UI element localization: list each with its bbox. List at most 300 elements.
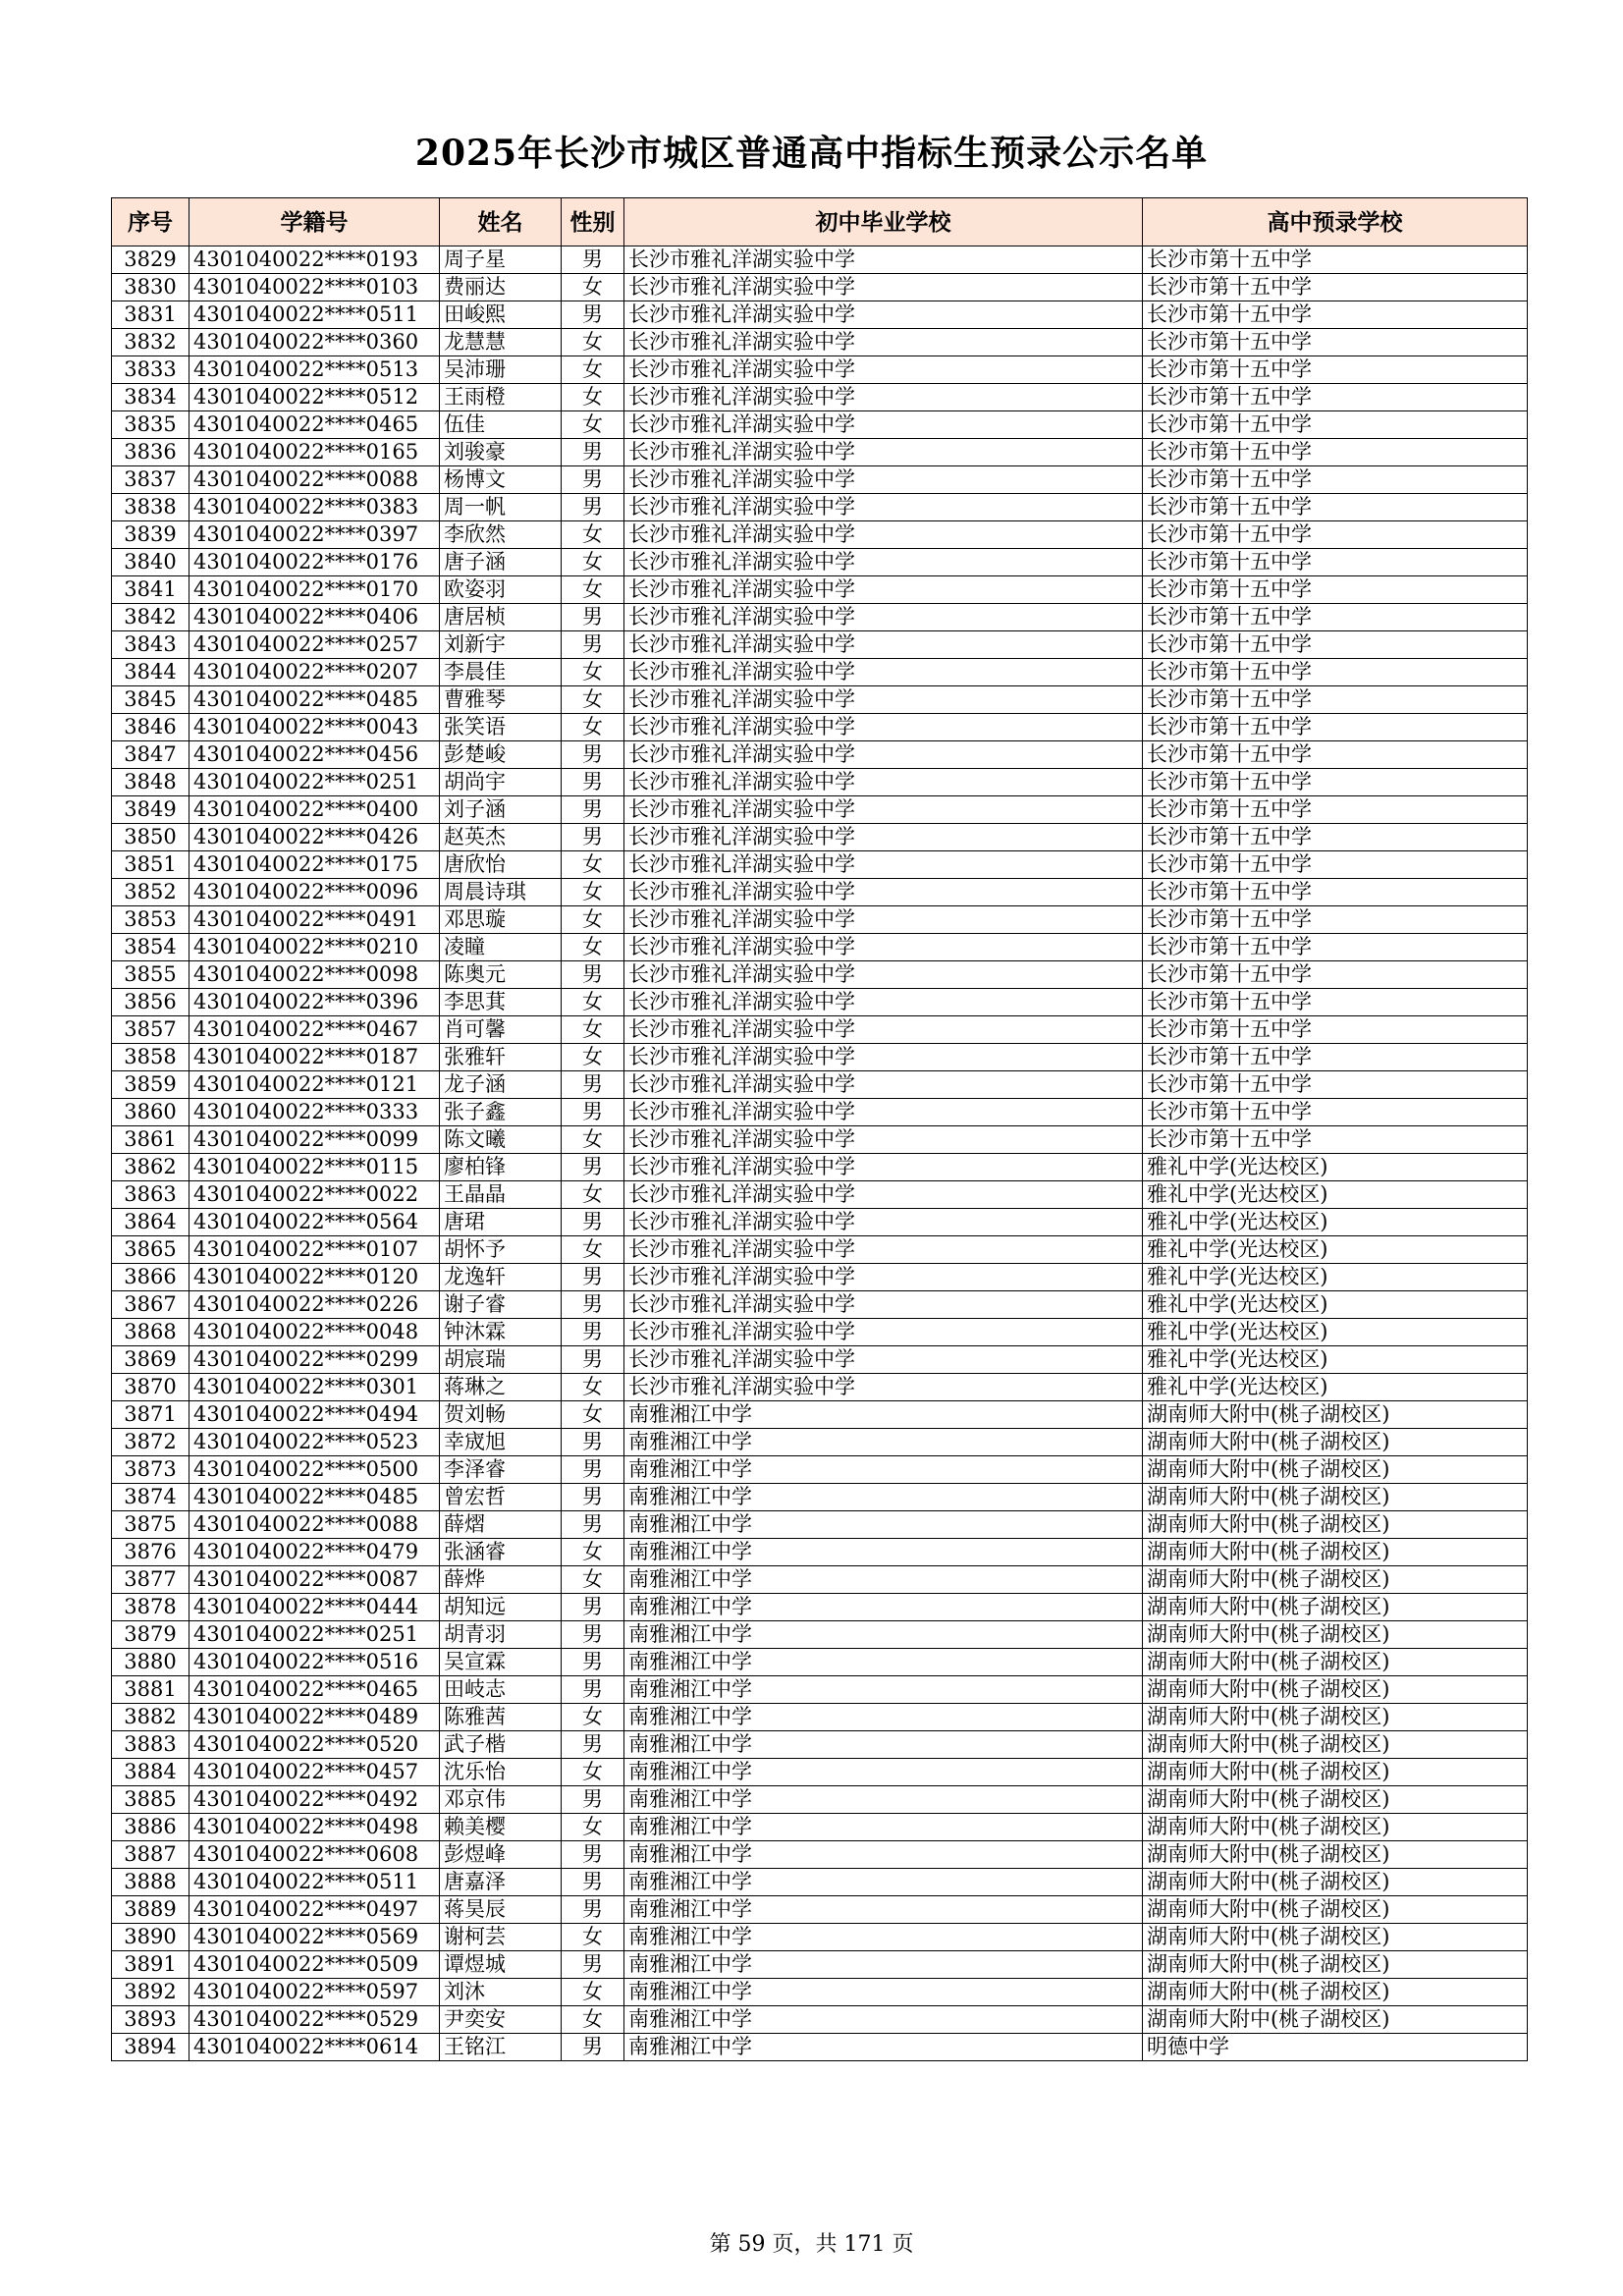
table-row bbox=[112, 1814, 1528, 1841]
cell-student-id: 4301040022****0022 bbox=[189, 1181, 440, 1209]
cell-junior-school: 长沙市雅礼洋湖实验中学 bbox=[624, 741, 1143, 769]
cell-seq: 3871 bbox=[112, 1401, 189, 1429]
cell-student-id: 4301040022****0396 bbox=[189, 989, 440, 1016]
column-header-name: 姓名 bbox=[440, 198, 562, 246]
table-row bbox=[112, 851, 1528, 879]
cell-seq: 3887 bbox=[112, 1841, 189, 1869]
column-header-student-id: 学籍号 bbox=[189, 198, 440, 246]
cell-seq: 3833 bbox=[112, 356, 189, 384]
cell-student-id: 4301040022****0226 bbox=[189, 1291, 440, 1319]
table-row bbox=[112, 384, 1528, 411]
cell-junior-school: 南雅湘江中学 bbox=[624, 1676, 1143, 1704]
cell-junior-school: 长沙市雅礼洋湖实验中学 bbox=[624, 466, 1143, 494]
table-row bbox=[112, 1786, 1528, 1814]
cell-seq: 3853 bbox=[112, 906, 189, 934]
cell-seq: 3832 bbox=[112, 329, 189, 356]
cell-seq: 3842 bbox=[112, 604, 189, 631]
cell-senior-school: 长沙市第十五中学 bbox=[1143, 1099, 1528, 1126]
table-row bbox=[112, 274, 1528, 301]
cell-senior-school: 雅礼中学(光达校区) bbox=[1143, 1291, 1528, 1319]
cell-student-id: 4301040022****0426 bbox=[189, 824, 440, 851]
cell-name: 周子星 bbox=[440, 246, 562, 274]
cell-gender: 男 bbox=[562, 1621, 624, 1649]
table-row bbox=[112, 1181, 1528, 1209]
cell-seq: 3874 bbox=[112, 1484, 189, 1511]
cell-seq: 3834 bbox=[112, 384, 189, 411]
table-row bbox=[112, 1429, 1528, 1456]
cell-junior-school: 长沙市雅礼洋湖实验中学 bbox=[624, 879, 1143, 906]
cell-junior-school: 长沙市雅礼洋湖实验中学 bbox=[624, 1071, 1143, 1099]
cell-junior-school: 长沙市雅礼洋湖实验中学 bbox=[624, 686, 1143, 714]
cell-seq: 3847 bbox=[112, 741, 189, 769]
cell-junior-school: 长沙市雅礼洋湖实验中学 bbox=[624, 494, 1143, 521]
cell-junior-school: 长沙市雅礼洋湖实验中学 bbox=[624, 411, 1143, 439]
cell-junior-school: 长沙市雅礼洋湖实验中学 bbox=[624, 714, 1143, 741]
cell-junior-school: 长沙市雅礼洋湖实验中学 bbox=[624, 1099, 1143, 1126]
cell-gender: 女 bbox=[562, 851, 624, 879]
cell-name: 欧姿羽 bbox=[440, 576, 562, 604]
cell-gender: 女 bbox=[562, 1126, 624, 1154]
cell-name: 吴沛珊 bbox=[440, 356, 562, 384]
cell-gender: 女 bbox=[562, 384, 624, 411]
cell-seq: 3885 bbox=[112, 1786, 189, 1814]
cell-senior-school: 雅礼中学(光达校区) bbox=[1143, 1319, 1528, 1346]
cell-senior-school: 湖南师大附中(桃子湖校区) bbox=[1143, 1951, 1528, 1979]
cell-name: 尹奕安 bbox=[440, 2006, 562, 2034]
cell-gender: 男 bbox=[562, 1154, 624, 1181]
cell-senior-school: 长沙市第十五中学 bbox=[1143, 741, 1528, 769]
cell-seq: 3836 bbox=[112, 439, 189, 466]
cell-senior-school: 长沙市第十五中学 bbox=[1143, 1071, 1528, 1099]
cell-senior-school: 长沙市第十五中学 bbox=[1143, 879, 1528, 906]
cell-senior-school: 湖南师大附中(桃子湖校区) bbox=[1143, 1979, 1528, 2006]
cell-name: 伍佳 bbox=[440, 411, 562, 439]
cell-gender: 男 bbox=[562, 1594, 624, 1621]
table-row bbox=[112, 1896, 1528, 1924]
cell-gender: 男 bbox=[562, 494, 624, 521]
table-row bbox=[112, 1071, 1528, 1099]
cell-name: 赖美樱 bbox=[440, 1814, 562, 1841]
cell-name: 李晨佳 bbox=[440, 659, 562, 686]
cell-name: 胡怀予 bbox=[440, 1236, 562, 1264]
cell-gender: 女 bbox=[562, 576, 624, 604]
cell-name: 廖柏锋 bbox=[440, 1154, 562, 1181]
table-row bbox=[112, 411, 1528, 439]
cell-junior-school: 长沙市雅礼洋湖实验中学 bbox=[624, 1181, 1143, 1209]
cell-junior-school: 长沙市雅礼洋湖实验中学 bbox=[624, 576, 1143, 604]
table-row bbox=[112, 1209, 1528, 1236]
cell-name: 幸宬旭 bbox=[440, 1429, 562, 1456]
table-row bbox=[112, 1264, 1528, 1291]
cell-student-id: 4301040022****0360 bbox=[189, 329, 440, 356]
table-row bbox=[112, 521, 1528, 549]
table-row bbox=[112, 494, 1528, 521]
cell-junior-school: 长沙市雅礼洋湖实验中学 bbox=[624, 659, 1143, 686]
cell-name: 费丽达 bbox=[440, 274, 562, 301]
cell-seq: 3883 bbox=[112, 1731, 189, 1759]
cell-gender: 男 bbox=[562, 1484, 624, 1511]
table-row bbox=[112, 604, 1528, 631]
cell-seq: 3844 bbox=[112, 659, 189, 686]
cell-gender: 女 bbox=[562, 1566, 624, 1594]
cell-senior-school: 长沙市第十五中学 bbox=[1143, 301, 1528, 329]
table-row bbox=[112, 1154, 1528, 1181]
cell-student-id: 4301040022****0121 bbox=[189, 1071, 440, 1099]
cell-gender: 男 bbox=[562, 1319, 624, 1346]
cell-student-id: 4301040022****0516 bbox=[189, 1649, 440, 1676]
cell-gender: 女 bbox=[562, 1236, 624, 1264]
cell-seq: 3829 bbox=[112, 246, 189, 274]
cell-junior-school: 长沙市雅礼洋湖实验中学 bbox=[624, 1319, 1143, 1346]
cell-seq: 3870 bbox=[112, 1374, 189, 1401]
cell-senior-school: 湖南师大附中(桃子湖校区) bbox=[1143, 1594, 1528, 1621]
cell-student-id: 4301040022****0529 bbox=[189, 2006, 440, 2034]
table-row bbox=[112, 1511, 1528, 1539]
column-header-junior-school: 初中毕业学校 bbox=[624, 198, 1143, 246]
cell-student-id: 4301040022****0099 bbox=[189, 1126, 440, 1154]
cell-junior-school: 长沙市雅礼洋湖实验中学 bbox=[624, 384, 1143, 411]
cell-name: 唐居桢 bbox=[440, 604, 562, 631]
cell-gender: 男 bbox=[562, 796, 624, 824]
cell-name: 吴宣霖 bbox=[440, 1649, 562, 1676]
cell-senior-school: 长沙市第十五中学 bbox=[1143, 604, 1528, 631]
cell-student-id: 4301040022****0098 bbox=[189, 961, 440, 989]
cell-name: 邓京伟 bbox=[440, 1786, 562, 1814]
cell-student-id: 4301040022****0467 bbox=[189, 1016, 440, 1044]
cell-senior-school: 长沙市第十五中学 bbox=[1143, 851, 1528, 879]
cell-junior-school: 南雅湘江中学 bbox=[624, 1621, 1143, 1649]
column-header-gender: 性别 bbox=[562, 198, 624, 246]
cell-senior-school: 湖南师大附中(桃子湖校区) bbox=[1143, 1429, 1528, 1456]
cell-student-id: 4301040022****0193 bbox=[189, 246, 440, 274]
cell-name: 刘骏豪 bbox=[440, 439, 562, 466]
cell-name: 谢子睿 bbox=[440, 1291, 562, 1319]
cell-name: 陈文曦 bbox=[440, 1126, 562, 1154]
cell-senior-school: 长沙市第十五中学 bbox=[1143, 494, 1528, 521]
cell-junior-school: 南雅湘江中学 bbox=[624, 1456, 1143, 1484]
table-row bbox=[112, 879, 1528, 906]
cell-gender: 女 bbox=[562, 356, 624, 384]
cell-senior-school: 雅礼中学(光达校区) bbox=[1143, 1264, 1528, 1291]
cell-junior-school: 长沙市雅礼洋湖实验中学 bbox=[624, 246, 1143, 274]
cell-name: 蒋昊辰 bbox=[440, 1896, 562, 1924]
cell-student-id: 4301040022****0210 bbox=[189, 934, 440, 961]
cell-student-id: 4301040022****0511 bbox=[189, 1869, 440, 1896]
cell-junior-school: 长沙市雅礼洋湖实验中学 bbox=[624, 439, 1143, 466]
cell-student-id: 4301040022****0175 bbox=[189, 851, 440, 879]
cell-name: 谢柯芸 bbox=[440, 1924, 562, 1951]
cell-gender: 男 bbox=[562, 631, 624, 659]
cell-student-id: 4301040022****0456 bbox=[189, 741, 440, 769]
cell-senior-school: 湖南师大附中(桃子湖校区) bbox=[1143, 1759, 1528, 1786]
cell-name: 王晶晶 bbox=[440, 1181, 562, 1209]
cell-senior-school: 长沙市第十五中学 bbox=[1143, 576, 1528, 604]
cell-name: 龙子涵 bbox=[440, 1071, 562, 1099]
cell-senior-school: 长沙市第十五中学 bbox=[1143, 659, 1528, 686]
cell-student-id: 4301040022****0494 bbox=[189, 1401, 440, 1429]
cell-junior-school: 长沙市雅礼洋湖实验中学 bbox=[624, 1154, 1143, 1181]
cell-gender: 男 bbox=[562, 1456, 624, 1484]
cell-gender: 女 bbox=[562, 1016, 624, 1044]
cell-gender: 男 bbox=[562, 246, 624, 274]
cell-name: 邓思璇 bbox=[440, 906, 562, 934]
cell-senior-school: 长沙市第十五中学 bbox=[1143, 989, 1528, 1016]
cell-senior-school: 雅礼中学(光达校区) bbox=[1143, 1346, 1528, 1374]
cell-senior-school: 长沙市第十五中学 bbox=[1143, 329, 1528, 356]
cell-student-id: 4301040022****0299 bbox=[189, 1346, 440, 1374]
cell-seq: 3863 bbox=[112, 1181, 189, 1209]
cell-name: 凌瞳 bbox=[440, 934, 562, 961]
cell-name: 薛烨 bbox=[440, 1566, 562, 1594]
table-row bbox=[112, 1869, 1528, 1896]
table-row bbox=[112, 1649, 1528, 1676]
cell-student-id: 4301040022****0251 bbox=[189, 769, 440, 796]
cell-seq: 3851 bbox=[112, 851, 189, 879]
cell-name: 龙逸轩 bbox=[440, 1264, 562, 1291]
cell-seq: 3845 bbox=[112, 686, 189, 714]
cell-name: 赵英杰 bbox=[440, 824, 562, 851]
table-row bbox=[112, 1126, 1528, 1154]
cell-name: 彭煜峰 bbox=[440, 1841, 562, 1869]
cell-student-id: 4301040022****0489 bbox=[189, 1704, 440, 1731]
cell-name: 肖可馨 bbox=[440, 1016, 562, 1044]
cell-gender: 男 bbox=[562, 824, 624, 851]
table-row bbox=[112, 576, 1528, 604]
cell-junior-school: 长沙市雅礼洋湖实验中学 bbox=[624, 769, 1143, 796]
cell-junior-school: 长沙市雅礼洋湖实验中学 bbox=[624, 1209, 1143, 1236]
cell-senior-school: 雅礼中学(光达校区) bbox=[1143, 1154, 1528, 1181]
cell-junior-school: 南雅湘江中学 bbox=[624, 1841, 1143, 1869]
cell-seq: 3857 bbox=[112, 1016, 189, 1044]
cell-junior-school: 长沙市雅礼洋湖实验中学 bbox=[624, 1374, 1143, 1401]
cell-name: 张笑语 bbox=[440, 714, 562, 741]
cell-name: 沈乐怡 bbox=[440, 1759, 562, 1786]
cell-seq: 3862 bbox=[112, 1154, 189, 1181]
document-title: 2025年长沙市城区普通高中指标生预录公示名单 bbox=[414, 133, 1209, 174]
cell-senior-school: 长沙市第十五中学 bbox=[1143, 1126, 1528, 1154]
student-list-table bbox=[111, 197, 1528, 2061]
cell-gender: 女 bbox=[562, 549, 624, 576]
table-row bbox=[112, 549, 1528, 576]
table-row bbox=[112, 1566, 1528, 1594]
cell-seq: 3880 bbox=[112, 1649, 189, 1676]
cell-seq: 3886 bbox=[112, 1814, 189, 1841]
table-row bbox=[112, 686, 1528, 714]
table-row bbox=[112, 2006, 1528, 2034]
cell-junior-school: 南雅湘江中学 bbox=[624, 2034, 1143, 2061]
cell-junior-school: 南雅湘江中学 bbox=[624, 1786, 1143, 1814]
cell-student-id: 4301040022****0333 bbox=[189, 1099, 440, 1126]
cell-name: 陈雅茜 bbox=[440, 1704, 562, 1731]
table-row bbox=[112, 961, 1528, 989]
cell-gender: 女 bbox=[562, 686, 624, 714]
cell-senior-school: 湖南师大附中(桃子湖校区) bbox=[1143, 1841, 1528, 1869]
cell-student-id: 4301040022****0087 bbox=[189, 1566, 440, 1594]
cell-senior-school: 长沙市第十五中学 bbox=[1143, 466, 1528, 494]
cell-gender: 女 bbox=[562, 1539, 624, 1566]
cell-student-id: 4301040022****0096 bbox=[189, 879, 440, 906]
cell-senior-school: 湖南师大附中(桃子湖校区) bbox=[1143, 1676, 1528, 1704]
table-row bbox=[112, 1951, 1528, 1979]
cell-junior-school: 长沙市雅礼洋湖实验中学 bbox=[624, 1236, 1143, 1264]
cell-seq: 3872 bbox=[112, 1429, 189, 1456]
cell-seq: 3873 bbox=[112, 1456, 189, 1484]
cell-seq: 3888 bbox=[112, 1869, 189, 1896]
cell-student-id: 4301040022****0165 bbox=[189, 439, 440, 466]
table-row bbox=[112, 1704, 1528, 1731]
cell-gender: 女 bbox=[562, 521, 624, 549]
cell-gender: 男 bbox=[562, 1346, 624, 1374]
cell-student-id: 4301040022****0465 bbox=[189, 411, 440, 439]
cell-seq: 3839 bbox=[112, 521, 189, 549]
cell-seq: 3889 bbox=[112, 1896, 189, 1924]
cell-student-id: 4301040022****0444 bbox=[189, 1594, 440, 1621]
cell-gender: 男 bbox=[562, 1731, 624, 1759]
cell-senior-school: 长沙市第十五中学 bbox=[1143, 686, 1528, 714]
cell-student-id: 4301040022****0597 bbox=[189, 1979, 440, 2006]
cell-junior-school: 南雅湘江中学 bbox=[624, 1979, 1143, 2006]
cell-junior-school: 长沙市雅礼洋湖实验中学 bbox=[624, 631, 1143, 659]
cell-name: 唐珺 bbox=[440, 1209, 562, 1236]
cell-seq: 3864 bbox=[112, 1209, 189, 1236]
cell-name: 贺刘畅 bbox=[440, 1401, 562, 1429]
cell-name: 谭煜城 bbox=[440, 1951, 562, 1979]
cell-gender: 男 bbox=[562, 604, 624, 631]
table-row bbox=[112, 631, 1528, 659]
cell-seq: 3869 bbox=[112, 1346, 189, 1374]
cell-gender: 女 bbox=[562, 1759, 624, 1786]
cell-junior-school: 长沙市雅礼洋湖实验中学 bbox=[624, 1044, 1143, 1071]
cell-student-id: 4301040022****0500 bbox=[189, 1456, 440, 1484]
cell-name: 胡青羽 bbox=[440, 1621, 562, 1649]
table-row bbox=[112, 1099, 1528, 1126]
cell-seq: 3831 bbox=[112, 301, 189, 329]
cell-junior-school: 南雅湘江中学 bbox=[624, 1759, 1143, 1786]
table-row bbox=[112, 769, 1528, 796]
cell-senior-school: 长沙市第十五中学 bbox=[1143, 521, 1528, 549]
cell-junior-school: 南雅湘江中学 bbox=[624, 1566, 1143, 1594]
cell-junior-school: 南雅湘江中学 bbox=[624, 1704, 1143, 1731]
cell-junior-school: 长沙市雅礼洋湖实验中学 bbox=[624, 989, 1143, 1016]
cell-student-id: 4301040022****0614 bbox=[189, 2034, 440, 2061]
cell-student-id: 4301040022****0400 bbox=[189, 796, 440, 824]
cell-seq: 3835 bbox=[112, 411, 189, 439]
cell-gender: 女 bbox=[562, 274, 624, 301]
cell-seq: 3879 bbox=[112, 1621, 189, 1649]
cell-junior-school: 南雅湘江中学 bbox=[624, 1594, 1143, 1621]
cell-junior-school: 南雅湘江中学 bbox=[624, 1951, 1143, 1979]
cell-junior-school: 长沙市雅礼洋湖实验中学 bbox=[624, 1264, 1143, 1291]
cell-student-id: 4301040022****0251 bbox=[189, 1621, 440, 1649]
cell-junior-school: 南雅湘江中学 bbox=[624, 1429, 1143, 1456]
table-row bbox=[112, 1731, 1528, 1759]
cell-gender: 男 bbox=[562, 1676, 624, 1704]
cell-name: 张子鑫 bbox=[440, 1099, 562, 1126]
cell-name: 刘子涵 bbox=[440, 796, 562, 824]
cell-name: 刘新宇 bbox=[440, 631, 562, 659]
header-row bbox=[112, 198, 1528, 246]
cell-senior-school: 雅礼中学(光达校区) bbox=[1143, 1236, 1528, 1264]
cell-student-id: 4301040022****0498 bbox=[189, 1814, 440, 1841]
table-row bbox=[112, 1924, 1528, 1951]
page-number: 第 59 页，共 171 页 bbox=[709, 2232, 914, 2257]
cell-gender: 男 bbox=[562, 301, 624, 329]
column-header-senior-school: 高中预录学校 bbox=[1143, 198, 1528, 246]
cell-seq: 3858 bbox=[112, 1044, 189, 1071]
cell-student-id: 4301040022****0088 bbox=[189, 466, 440, 494]
cell-student-id: 4301040022****0512 bbox=[189, 384, 440, 411]
cell-gender: 男 bbox=[562, 1429, 624, 1456]
table-row bbox=[112, 714, 1528, 741]
table-row bbox=[112, 824, 1528, 851]
cell-student-id: 4301040022****0479 bbox=[189, 1539, 440, 1566]
cell-seq: 3830 bbox=[112, 274, 189, 301]
cell-seq: 3848 bbox=[112, 769, 189, 796]
cell-student-id: 4301040022****0187 bbox=[189, 1044, 440, 1071]
cell-senior-school: 雅礼中学(光达校区) bbox=[1143, 1209, 1528, 1236]
cell-name: 薛熠 bbox=[440, 1511, 562, 1539]
cell-senior-school: 湖南师大附中(桃子湖校区) bbox=[1143, 1401, 1528, 1429]
cell-name: 龙慧慧 bbox=[440, 329, 562, 356]
cell-student-id: 4301040022****0107 bbox=[189, 1236, 440, 1264]
table-row bbox=[112, 246, 1528, 274]
cell-gender: 女 bbox=[562, 1401, 624, 1429]
cell-senior-school: 长沙市第十五中学 bbox=[1143, 411, 1528, 439]
cell-gender: 女 bbox=[562, 2006, 624, 2034]
cell-gender: 女 bbox=[562, 934, 624, 961]
table-header bbox=[112, 198, 1528, 246]
cell-senior-school: 长沙市第十五中学 bbox=[1143, 796, 1528, 824]
cell-junior-school: 长沙市雅礼洋湖实验中学 bbox=[624, 274, 1143, 301]
cell-senior-school: 长沙市第十五中学 bbox=[1143, 906, 1528, 934]
table-row bbox=[112, 356, 1528, 384]
cell-seq: 3840 bbox=[112, 549, 189, 576]
cell-junior-school: 南雅湘江中学 bbox=[624, 2006, 1143, 2034]
cell-gender: 男 bbox=[562, 1291, 624, 1319]
cell-senior-school: 长沙市第十五中学 bbox=[1143, 384, 1528, 411]
cell-student-id: 4301040022****0115 bbox=[189, 1154, 440, 1181]
cell-name: 刘沐 bbox=[440, 1979, 562, 2006]
cell-junior-school: 长沙市雅礼洋湖实验中学 bbox=[624, 604, 1143, 631]
cell-senior-school: 长沙市第十五中学 bbox=[1143, 714, 1528, 741]
cell-junior-school: 南雅湘江中学 bbox=[624, 1731, 1143, 1759]
cell-gender: 女 bbox=[562, 1374, 624, 1401]
table-row bbox=[112, 2034, 1528, 2061]
table-row bbox=[112, 1979, 1528, 2006]
cell-name: 李欣然 bbox=[440, 521, 562, 549]
cell-senior-school: 湖南师大附中(桃子湖校区) bbox=[1143, 1869, 1528, 1896]
cell-gender: 女 bbox=[562, 1181, 624, 1209]
cell-gender: 男 bbox=[562, 1951, 624, 1979]
cell-name: 王铭江 bbox=[440, 2034, 562, 2061]
cell-gender: 男 bbox=[562, 1511, 624, 1539]
cell-seq: 3891 bbox=[112, 1951, 189, 1979]
cell-gender: 男 bbox=[562, 769, 624, 796]
cell-junior-school: 长沙市雅礼洋湖实验中学 bbox=[624, 961, 1143, 989]
cell-name: 彭楚峻 bbox=[440, 741, 562, 769]
cell-junior-school: 南雅湘江中学 bbox=[624, 1401, 1143, 1429]
cell-senior-school: 湖南师大附中(桃子湖校区) bbox=[1143, 1539, 1528, 1566]
cell-name: 曹雅琴 bbox=[440, 686, 562, 714]
cell-seq: 3837 bbox=[112, 466, 189, 494]
table-row bbox=[112, 1374, 1528, 1401]
cell-gender: 女 bbox=[562, 1924, 624, 1951]
cell-senior-school: 长沙市第十五中学 bbox=[1143, 549, 1528, 576]
cell-student-id: 4301040022****0485 bbox=[189, 1484, 440, 1511]
cell-gender: 女 bbox=[562, 1044, 624, 1071]
cell-gender: 女 bbox=[562, 989, 624, 1016]
cell-student-id: 4301040022****0523 bbox=[189, 1429, 440, 1456]
